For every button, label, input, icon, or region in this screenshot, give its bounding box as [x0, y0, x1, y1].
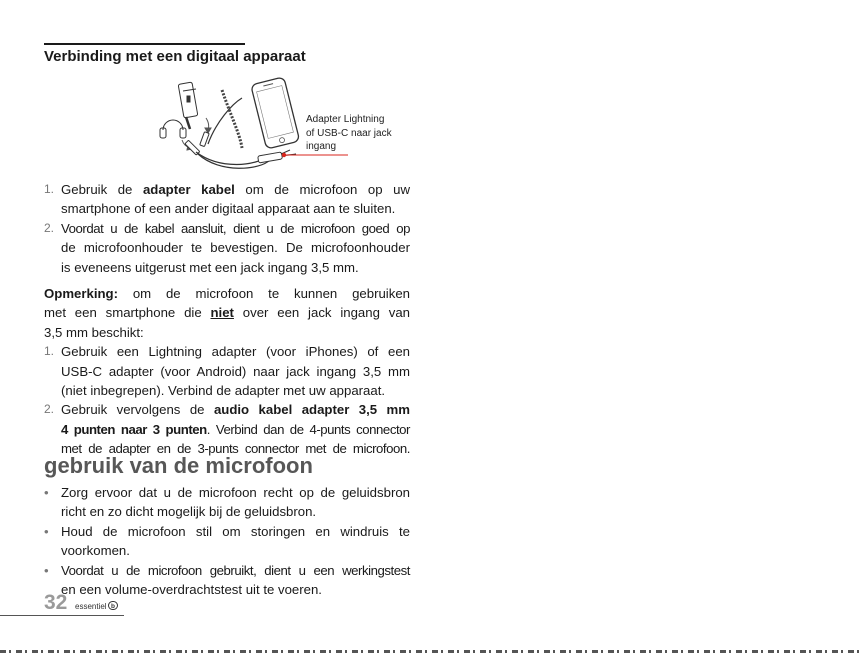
smartphone-icon	[251, 77, 300, 149]
brand-logo: essentiel b	[75, 601, 118, 611]
bullet-icon: •	[44, 562, 49, 578]
headphones-icon	[160, 120, 186, 138]
microphone-icon	[178, 82, 198, 129]
svg-text:b: b	[110, 603, 115, 610]
note-step-1: 1. Gebruik een Lightning adapter (voor iPhones) of een USB-C adapter (voor Android) naar jack ingang 3,5 mm (niet inbegrepen). Verbind de adapter met uw apparaat.	[44, 344, 410, 399]
bullet-item: • Houd de microfoon stil om storingen en windruis te voorkomen.	[44, 523, 410, 559]
page-number: 32	[44, 591, 68, 614]
jack-plug-icon	[185, 132, 209, 155]
step-2: 2. Voordat u de kabel aansluit, dient u de microfoon goed op de microfoonhouder te bevestigen. De microfoonhouder is eveneens uitgerust met een jack ingang 3,5 mm.	[44, 220, 410, 275]
connection-steps	[44, 180, 410, 277]
step-number: 1.	[44, 182, 55, 196]
step-number: 2.	[44, 220, 55, 235]
step-number: 1.	[44, 344, 55, 359]
bullet-icon: •	[44, 485, 49, 500]
callout-label: Adapter Lightning of USB-C naar jack ingang	[306, 114, 392, 152]
section-rule	[44, 43, 245, 45]
note-line: Opmerking: om de microfoon te kunnen gebruiken	[44, 286, 410, 301]
braided-cable	[222, 90, 242, 148]
section-title: Verbinding met een digitaal apparaat	[44, 48, 306, 65]
step-number: 2.	[44, 402, 55, 417]
bullet-item: • Voordat u de microfoon gebruikt, dient u een werkingstest en een volume-overdrachtstest uit te voeren.	[44, 562, 410, 598]
brand-mark-icon	[108, 601, 118, 610]
note-label: Opmerking:	[44, 286, 119, 301]
note-step-2: 2. Gebruik vervolgens de audio kabel adapter 3,5 mm 4 punten naar 3 punten. Verbind dan de 4-punts connector met de adapter en de 3-punts connector met de microfoon.	[44, 402, 411, 457]
bullet-icon: •	[44, 523, 49, 539]
footer-rule	[0, 615, 124, 616]
bullet-item: • Zorg ervoor dat u de microfoon recht op de geluidsbron richt en zo dicht mogelijk bij de geluidsbron.	[44, 485, 410, 520]
step-1: 1. Gebruik de adapter kabel om de microfoon op uw smartphone of een ander digitaal apparaat aan te sluiten.	[44, 182, 410, 217]
note-section: Opmerking: om de microfoon te kunnen gebruiken met een smartphone die niet over een jack ingang van 3,5 mm beschikt: 1. Gebruik een Lightning adapter (voor iPhones) of een USB-C adapter (voor Android) naar jack ingang 3,5 mm (niet inbegrepen). Verbind de adapter met uw apparaat. 2. Gebruik vervolgens de audio kabel adapter 3,5 mm 4 punten naar 3 punten. Verbind dan de 4-punts connector met de adapter en de 3-punts connector met de microfoon.	[44, 284, 410, 459]
usage-heading: gebruik van de microfoon	[44, 453, 313, 478]
usage-list	[44, 483, 410, 599]
